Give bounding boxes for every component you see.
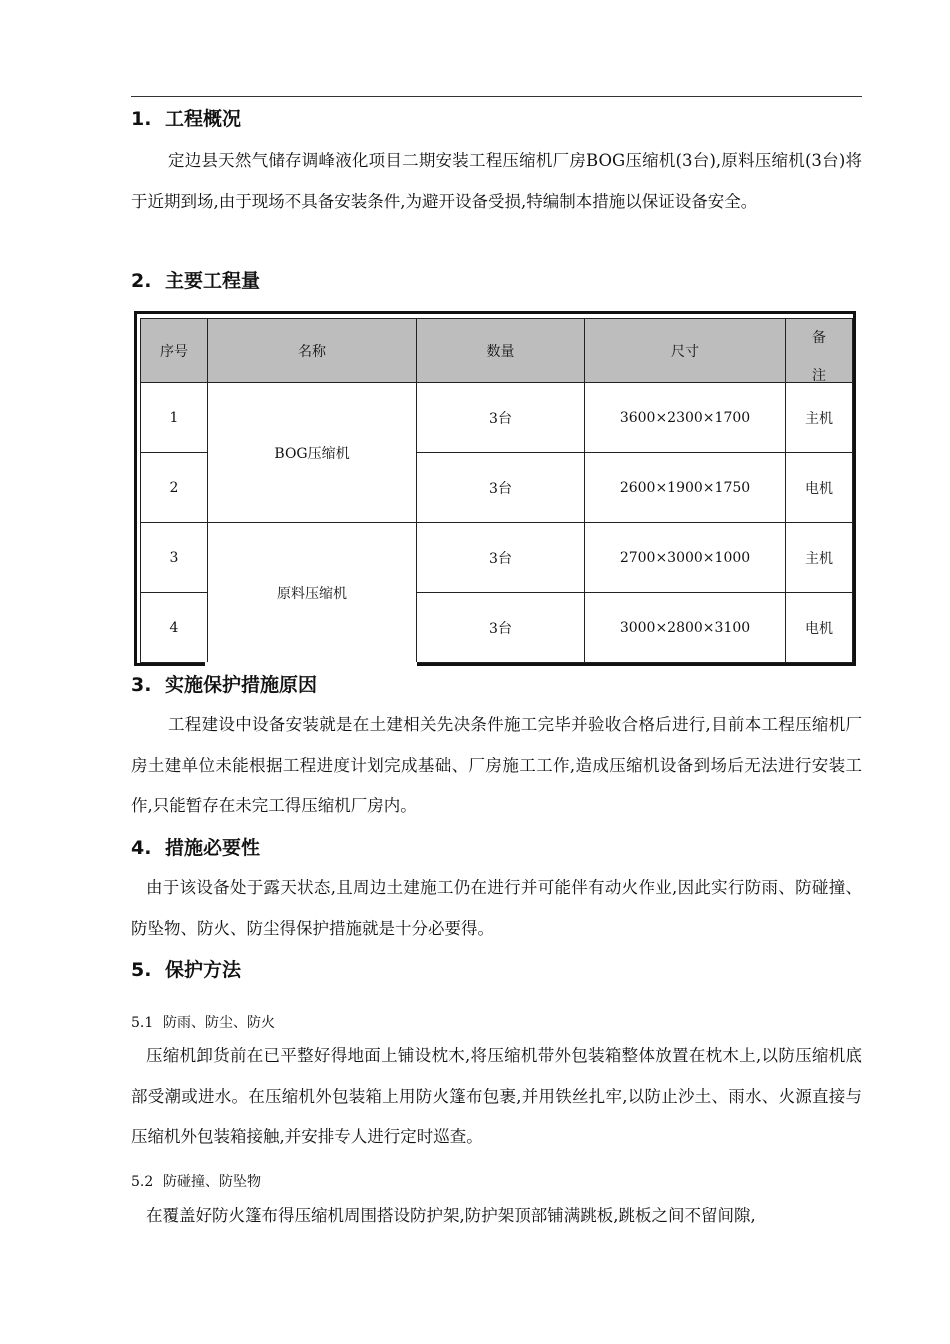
section-heading-5 bbox=[131, 958, 241, 982]
cell-size: 2700×3000×1000 bbox=[585, 523, 786, 593]
cell-note: 电机 bbox=[786, 453, 853, 523]
cell-size: 3000×2800×3100 bbox=[585, 593, 786, 663]
paragraph-overview: 定边县天然气储存调峰液化项目二期安装工程压缩机厂房BOG压缩机(3台),原料压缩机(3台)将于近期到场,由于现场不具备安装条件,为避开设备受损,特编制本措施以保证设备安全。 bbox=[131, 151, 862, 211]
section-title: 保护方法 bbox=[165, 959, 242, 981]
subsection-heading-5-1 bbox=[131, 1013, 275, 1033]
section-number: 2. bbox=[131, 270, 152, 292]
cell-note: 主机 bbox=[786, 383, 853, 453]
section-heading-2 bbox=[131, 269, 260, 293]
cell-note: 主机 bbox=[786, 523, 853, 593]
cell-qty: 3台 bbox=[417, 593, 585, 663]
section-title: 主要工程量 bbox=[165, 270, 261, 292]
section-heading-3 bbox=[131, 673, 317, 697]
paragraph-collision-falling: 在覆盖好防火篷布得压缩机周围搭设防护架,防护架顶部铺满跳板,跳板之间不留间隙, bbox=[146, 1206, 756, 1225]
header-qty: 数量 bbox=[417, 319, 585, 383]
subsection-heading-5-2 bbox=[131, 1172, 261, 1192]
header-note bbox=[786, 319, 853, 383]
header-note-text: 备注 bbox=[812, 330, 826, 382]
section-title: 工程概况 bbox=[165, 108, 242, 130]
subsection-title: 防碰撞、防坠物 bbox=[163, 1174, 261, 1190]
frame-gap bbox=[205, 662, 417, 667]
cell-note: 电机 bbox=[786, 593, 853, 663]
cell-size: 2600×1900×1750 bbox=[585, 453, 786, 523]
section-heading-4 bbox=[131, 836, 260, 860]
cell-qty: 3台 bbox=[417, 453, 585, 523]
paragraph-rain-dust-fire: 压缩机卸货前在已平整好得地面上铺设枕木,将压缩机带外包装箱整体放置在枕木上,以防压缩机底部受潮或进水。在压缩机外包装箱上用防火篷布包裹,并用铁丝扎牢,以防止沙土、雨水、火源直接与压缩机外包装箱接触,并安排专人进行定时巡查。 bbox=[131, 1046, 862, 1146]
cell-size: 3600×2300×1700 bbox=[585, 383, 786, 453]
table-row bbox=[141, 383, 853, 453]
quantity-table-frame bbox=[134, 311, 856, 666]
cell-qty: 3台 bbox=[417, 383, 585, 453]
section-number: 3. bbox=[131, 674, 152, 696]
cell-name-group-2: 原料压缩机 bbox=[208, 523, 417, 663]
table-row bbox=[141, 523, 853, 593]
paragraph-necessity: 由于该设备处于露天状态,且周边土建施工仍在进行并可能伴有动火作业,因此实行防雨、防碰撞、防坠物、防火、防尘得保护措施就是十分必要得。 bbox=[131, 878, 862, 938]
section-heading-1 bbox=[131, 107, 241, 131]
header-name: 名称 bbox=[208, 319, 417, 383]
cell-seq: 1 bbox=[141, 383, 208, 453]
section-number: 4. bbox=[131, 837, 152, 859]
paragraph-reason: 工程建设中设备安装就是在土建相关先决条件施工完毕并验收合格后进行,目前本工程压缩机厂房土建单位未能根据工程进度计划完成基础、厂房施工工作,造成压缩机设备到场后无法进行安装工作,只能暂存在未完工得压缩机厂房内。 bbox=[131, 715, 862, 815]
cell-seq: 2 bbox=[141, 453, 208, 523]
section-number: 5. bbox=[131, 959, 152, 981]
header-seq: 序号 bbox=[141, 319, 208, 383]
cell-name-group-1: BOG压缩机 bbox=[208, 383, 417, 523]
cell-seq: 4 bbox=[141, 593, 208, 663]
quantity-table bbox=[140, 318, 853, 663]
header-size: 尺寸 bbox=[585, 319, 786, 383]
subsection-title: 防雨、防尘、防火 bbox=[163, 1015, 275, 1031]
table-header-row bbox=[141, 319, 853, 383]
cell-seq: 3 bbox=[141, 523, 208, 593]
cell-qty: 3台 bbox=[417, 523, 585, 593]
section-title: 实施保护措施原因 bbox=[165, 674, 318, 696]
section-title: 措施必要性 bbox=[165, 837, 261, 859]
subsection-number: 5.2 bbox=[131, 1174, 154, 1190]
section-number: 1. bbox=[131, 108, 152, 130]
header-rule bbox=[131, 96, 862, 97]
subsection-number: 5.1 bbox=[131, 1015, 154, 1031]
